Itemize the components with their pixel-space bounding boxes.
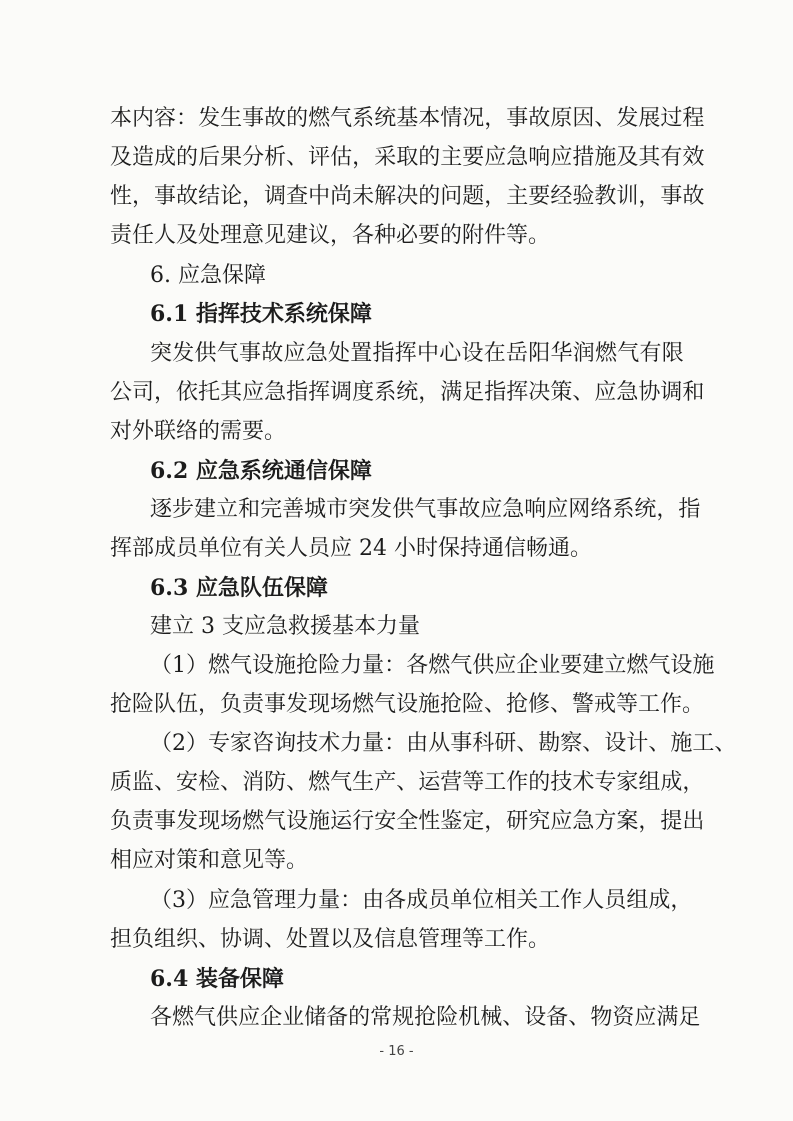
paragraph-line: 突 发 供 气 事 故 应 急 处 置 指 挥 中 心 设 在 岳 阳 华 润 燃 气 有 限 — [150, 341, 684, 366]
list-item-line: 抢险队伍，负责事发现场燃气设施抢险、抢修、警戒等工作。 — [110, 692, 705, 717]
paragraph-line: 责任人及处理意见建议，各种必要的附件等。 — [110, 223, 551, 248]
list-item-line: （ 3 ） 应 急 管 理 力 量 ： 由 各 成 员 单 位 相 关 工 作 人 员 组 成 ， — [150, 888, 693, 913]
paragraph-line: 逐 步 建 立 和 完 善 城 市 突 发 供 气 事 故 应 急 响 应 网 络 系 统 ， 指 — [150, 497, 701, 522]
list-item-line: 负 责 事 发 现 场 燃 气 设 施 运 行 安 全 性 鉴 定 ， 研 究 应 急 方 案 ， 提 出 — [110, 809, 705, 834]
paragraph-line: 公 司 ， 依 托 其 应 急 指 挥 调 度 系 统 ， 满 足 指 挥 决 策 、 应 急 协 调 和 — [110, 380, 705, 405]
list-item-line: 质 监 、 安 检 、 消 防 、 燃 气 生 产 、 运 营 等 工 作 的 技 术 专 家 组 成 ， — [110, 770, 705, 795]
subsection-heading: 6.4 装备保障 — [150, 966, 284, 992]
subsection-heading: 6.1 指挥技术系统保障 — [150, 301, 372, 327]
paragraph-line: 建立 3 支应急救援基本力量 — [150, 614, 420, 639]
paragraph-line: 挥部成员单位有关人员应 24 小时保持通信畅通。 — [110, 536, 592, 561]
section-heading: 6. 应急保障 — [150, 263, 266, 288]
paragraph-line: 性 ， 事 故 结 论 ， 调 查 中 尚 未 解 决 的 问 题 ， 主 要 经 验 教 训 ， 事 故 — [110, 184, 705, 209]
list-item-line: 担负组织、协调、处置以及信息管理等工作。 — [110, 927, 551, 952]
list-item-line: 相应对策和意见等。 — [110, 848, 309, 873]
paragraph-line: 各 燃 气 供 应 企 业 储 备 的 常 规 抢 险 机 械 、 设 备 、 物 资 应 满 足 — [150, 1005, 701, 1030]
page-number: - 16 - — [379, 1044, 414, 1059]
paragraph-line: 及 造 成 的 后 果 分 析 、 评 估 ， 采 取 的 主 要 应 急 响 应 措 施 及 其 有 效 — [110, 145, 705, 170]
paragraph-line: 本 内 容 ： 发 生 事 故 的 燃 气 系 统 基 本 情 况 ， 事 故 原 因 、 发 展 过 程 — [110, 106, 705, 131]
list-item-line: （ 2 ） 专 家 咨 询 技 术 力 量 ： 由 从 事 科 研 、 勘 察 、 设 计 、 施 工 、 — [150, 731, 737, 756]
paragraph-line: 对外联络的需要。 — [110, 419, 287, 444]
list-item-line: （ 1 ） 燃 气 设 施 抢 险 力 量 ： 各 燃 气 供 应 企 业 要 建 立 燃 气 设 施 — [150, 653, 715, 678]
subsection-heading: 6.2 应急系统通信保障 — [150, 458, 372, 484]
subsection-heading: 6.3 应急队伍保障 — [150, 575, 328, 601]
